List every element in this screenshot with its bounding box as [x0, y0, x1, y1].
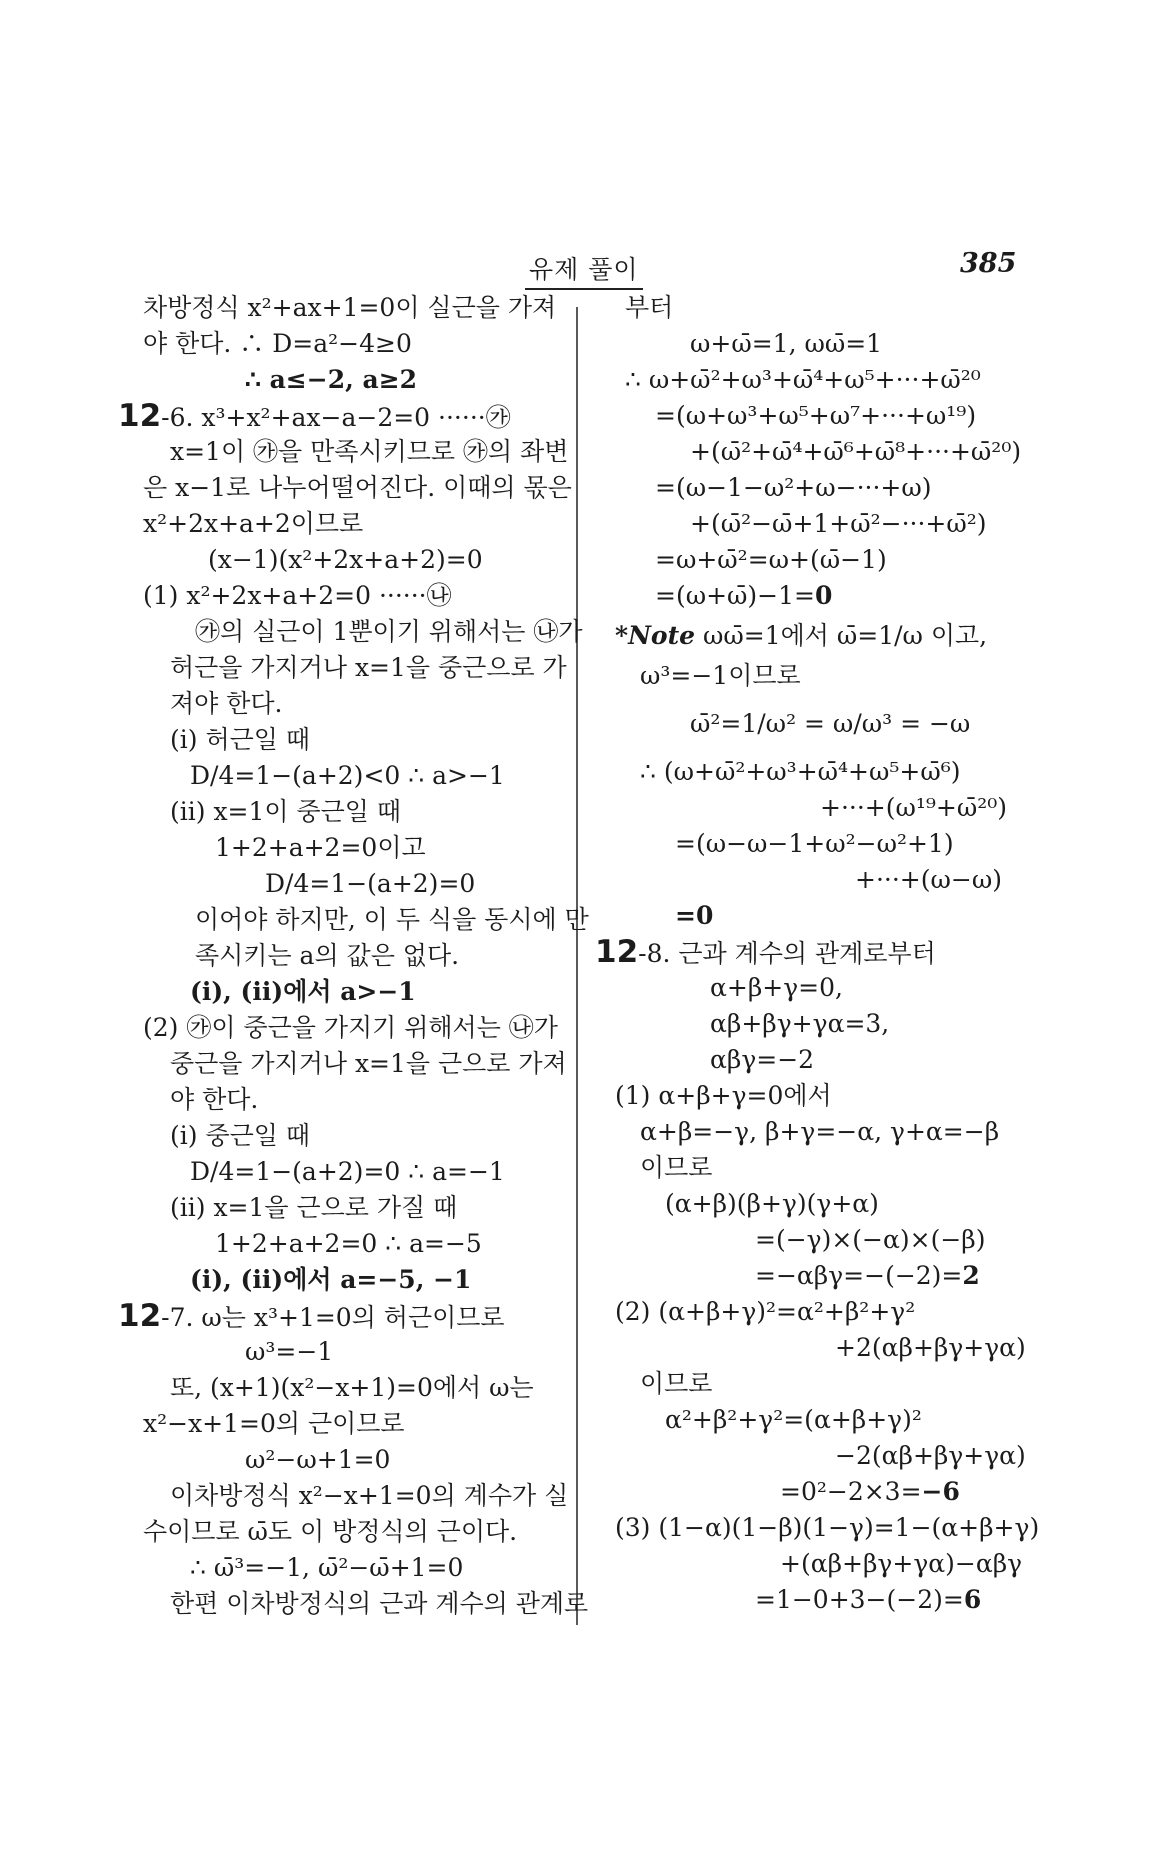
line-text: α²+β²+γ²=(α+β+γ)² — [665, 1405, 922, 1434]
line-text: 한편 이차방정식의 근과 계수의 관계로 — [170, 1589, 589, 1618]
right-line — [625, 293, 673, 323]
right-line — [690, 437, 1021, 467]
line-text: =(ω+ω̄)−1= — [655, 581, 815, 610]
right-line — [595, 934, 936, 970]
line-text: (ⅱ) x=1을 근으로 가질 때 — [170, 1193, 458, 1222]
line-text: +(ω̄²+ω̄⁴+ω̄⁶+ω̄⁸+···+ω̄²⁰) — [690, 437, 1022, 466]
left-line — [170, 653, 567, 683]
line-text: x=1이 ㉮을 만족시키므로 ㉮의 좌변 — [170, 437, 569, 466]
line-text: 은 x−1로 나누어떨어진다. 이때의 몫은 — [143, 473, 572, 502]
right-line — [615, 1513, 1039, 1543]
right-line — [690, 709, 970, 739]
line-text: (ⅰ), (ⅱ)에서 a=−5, −1 — [190, 1265, 472, 1294]
line-text: -7. ω는 x³+1=0의 허근이므로 — [161, 1303, 505, 1332]
right-line — [755, 1261, 980, 1291]
line-text: α+β+γ=0, — [710, 973, 843, 1002]
line-text: ω³=−1이므로 — [640, 661, 801, 690]
line-text: =(ω−1−ω²+ω−···+ω) — [655, 473, 932, 502]
line-text: 이므로 — [640, 1153, 713, 1182]
line-text: ω²−ω+1=0 — [245, 1445, 391, 1474]
line-text: ∴ a≤−2, a≥2 — [245, 365, 418, 394]
right-line — [855, 865, 1002, 895]
problem-number: 12 — [595, 934, 639, 970]
right-line — [615, 1081, 832, 1111]
right-line — [655, 401, 976, 431]
left-line — [170, 1193, 457, 1223]
line-text: ωω̄=1에서 ω̄=1/ω 이고, — [695, 621, 988, 650]
line-text: =1−0+3−(−2)= — [755, 1585, 964, 1614]
right-line — [640, 1117, 999, 1147]
right-line — [755, 1585, 981, 1615]
answer-value: 2 — [962, 1261, 980, 1290]
line-text: αβγ=−2 — [710, 1045, 815, 1074]
line-text: =ω+ω̄²=ω+(ω̄−1) — [655, 545, 887, 574]
right-line — [835, 1333, 1026, 1363]
line-text: +···+(ω¹⁹+ω̄²⁰) — [820, 793, 1008, 822]
running-header-title: 유제 풀이 — [525, 250, 643, 290]
line-text: ω̄²=1/ω² = ω/ω³ = −ω — [690, 709, 971, 738]
left-line — [143, 329, 412, 359]
page-number: 385 — [960, 248, 1017, 279]
left-line — [170, 1085, 258, 1115]
line-text: 족시키는 a의 값은 없다. — [195, 941, 460, 970]
answer-value: 0 — [814, 581, 833, 610]
right-line — [615, 621, 987, 651]
line-text: -8. 근과 계수의 관계로부터 — [638, 939, 936, 968]
line-text: −2(αβ+βγ+γα) — [835, 1441, 1026, 1470]
line-text: +(αβ+βγ+γα)−αβγ — [780, 1549, 1023, 1578]
left-line — [143, 581, 452, 611]
line-text: ∴ (ω+ω̄²+ω³+ω̄⁴+ω⁵+ω̄⁶) — [640, 757, 961, 786]
line-text: (ⅰ) 허근일 때 — [170, 725, 310, 754]
right-line — [640, 1153, 712, 1183]
left-line — [170, 797, 401, 827]
right-line — [640, 1369, 712, 1399]
line-text: x²−x+1=0의 근이므로 — [143, 1409, 405, 1438]
line-text: D/4=1−(a+2)=0 ∴ a=−1 — [190, 1157, 505, 1186]
right-line — [820, 793, 1007, 823]
line-text: 1+2+a+2=0 ∴ a=−5 — [215, 1229, 482, 1258]
line-text: (1) α+β+γ=0에서 — [615, 1081, 832, 1110]
right-line — [655, 581, 832, 611]
right-line — [710, 973, 843, 1003]
left-line — [143, 1013, 558, 1043]
left-line — [195, 905, 589, 935]
left-line — [143, 1517, 517, 1547]
line-text: -6. x³+x²+ax−a−2=0 ······㉮ — [161, 403, 511, 432]
right-line — [675, 901, 713, 931]
note-label: *Note — [615, 621, 696, 650]
line-text: 허근을 가지거나 x=1을 중근으로 가 — [170, 653, 567, 682]
line-text: (x−1)(x²+2x+a+2)=0 — [208, 545, 483, 574]
left-line — [143, 1409, 405, 1439]
line-text: x²+2x+a+2이므로 — [143, 509, 364, 538]
left-line — [170, 1481, 568, 1511]
answer-value: −6 — [921, 1477, 960, 1506]
line-text: =(ω−ω−1+ω²−ω²+1) — [675, 829, 954, 858]
left-line — [170, 1049, 567, 1079]
left-line — [265, 869, 475, 899]
left-line — [208, 545, 483, 575]
right-line — [780, 1549, 1022, 1579]
line-text: ∴ ω+ω̄²+ω³+ω̄⁴+ω⁵+···+ω̄²⁰ — [625, 365, 981, 394]
line-text: (ⅰ), (ⅱ)에서 a>−1 — [190, 977, 416, 1006]
left-line — [170, 437, 568, 467]
right-line — [710, 1045, 814, 1075]
right-line — [640, 661, 801, 691]
line-text: 중근을 가지거나 x=1을 근으로 가져 — [170, 1049, 567, 1078]
right-line — [665, 1189, 879, 1219]
line-text: =(−γ)×(−α)×(−β) — [755, 1225, 986, 1254]
line-text: =−αβγ=−(−2)= — [755, 1261, 963, 1290]
left-line — [245, 1337, 333, 1367]
line-text: (3) (1−α)(1−β)(1−γ)=1−(α+β+γ) — [615, 1513, 1040, 1542]
answer-value: 6 — [963, 1585, 982, 1614]
line-text: 수이므로 ω̄도 이 방정식의 근이다. — [143, 1517, 518, 1546]
right-line — [665, 1405, 922, 1435]
left-line — [195, 941, 459, 971]
left-line — [190, 977, 416, 1007]
left-line — [170, 1589, 588, 1619]
line-text: ω+ω̄=1, ωω̄=1 — [690, 329, 883, 358]
left-line — [118, 398, 511, 434]
left-line — [190, 1553, 463, 1583]
line-text: +···+(ω−ω) — [855, 865, 1002, 894]
left-line — [143, 293, 556, 323]
right-line — [780, 1477, 960, 1507]
line-text: 이차방정식 x²−x+1=0의 계수가 실 — [170, 1481, 569, 1510]
right-line — [710, 1009, 889, 1039]
left-line — [170, 725, 310, 755]
line-text: αβ+βγ+γα=3, — [710, 1009, 890, 1038]
line-text: =0²−2×3= — [780, 1477, 922, 1506]
left-line — [190, 761, 505, 791]
left-line — [215, 833, 426, 863]
line-text: ∴ ω̄³=−1, ω̄²−ω̄+1=0 — [190, 1553, 464, 1582]
right-line — [655, 545, 887, 575]
line-text: +2(αβ+βγ+γα) — [835, 1333, 1026, 1362]
right-line — [640, 757, 961, 787]
line-text: (1) x²+2x+a+2=0 ······㉯ — [143, 581, 452, 610]
left-line — [245, 1445, 390, 1475]
right-line — [615, 1297, 915, 1327]
line-text: +(ω̄²−ω̄+1+ω̄²−···+ω̄²) — [690, 509, 987, 538]
line-text: 1+2+a+2=0이고 — [215, 833, 426, 862]
line-text: D/4=1−(a+2)<0 ∴ a>−1 — [190, 761, 505, 790]
right-line — [690, 329, 882, 359]
problem-number: 12 — [118, 398, 162, 434]
line-text: D/4=1−(a+2)=0 — [265, 869, 476, 898]
left-line — [190, 1265, 471, 1295]
right-line — [625, 365, 981, 395]
left-line — [143, 509, 363, 539]
line-text: (ⅱ) x=1이 중근일 때 — [170, 797, 402, 826]
left-line — [190, 1157, 505, 1187]
left-line — [143, 473, 572, 503]
problem-number: 12 — [118, 1298, 162, 1334]
right-line — [755, 1225, 985, 1255]
line-text: (α+β)(β+γ)(γ+α) — [665, 1189, 879, 1218]
line-text: 이므로 — [640, 1369, 713, 1398]
line-text: 야 한다. — [170, 1085, 259, 1114]
line-text: 져야 한다. — [170, 689, 283, 718]
right-line — [675, 829, 954, 859]
line-text: ω³=−1 — [245, 1337, 334, 1366]
column-divider — [576, 307, 578, 1625]
line-text: α+β=−γ, β+γ=−α, γ+α=−β — [640, 1117, 1000, 1146]
left-line — [118, 1298, 505, 1334]
line-text: (2) ㉮이 중근을 가지기 위해서는 ㉯가 — [143, 1013, 558, 1042]
line-text: =(ω+ω³+ω⁵+ω⁷+···+ω¹⁹) — [655, 401, 977, 430]
line-text: 야 한다. ∴ D=a²−4≥0 — [143, 329, 412, 358]
line-text: ㉮의 실근이 1뿐이기 위해서는 ㉯가 — [195, 617, 583, 646]
right-line — [655, 473, 932, 503]
line-text: (2) (α+β+γ)²=α²+β²+γ² — [615, 1297, 916, 1326]
line-text: 이어야 하지만, 이 두 식을 동시에 만 — [195, 905, 589, 934]
left-line — [215, 1229, 482, 1259]
right-line — [690, 509, 987, 539]
left-line — [170, 1373, 534, 1403]
left-line — [245, 365, 417, 395]
line-text: 부터 — [625, 293, 674, 322]
right-line — [835, 1441, 1026, 1471]
left-line — [195, 617, 583, 647]
line-text: =0 — [675, 901, 714, 930]
line-text: 차방정식 x²+ax+1=0이 실근을 가져 — [143, 293, 557, 322]
left-line — [170, 689, 283, 719]
line-text: 또, (x+1)(x²−x+1)=0에서 ω는 — [170, 1373, 534, 1402]
left-line — [170, 1121, 310, 1151]
line-text: (ⅰ) 중근일 때 — [170, 1121, 310, 1150]
